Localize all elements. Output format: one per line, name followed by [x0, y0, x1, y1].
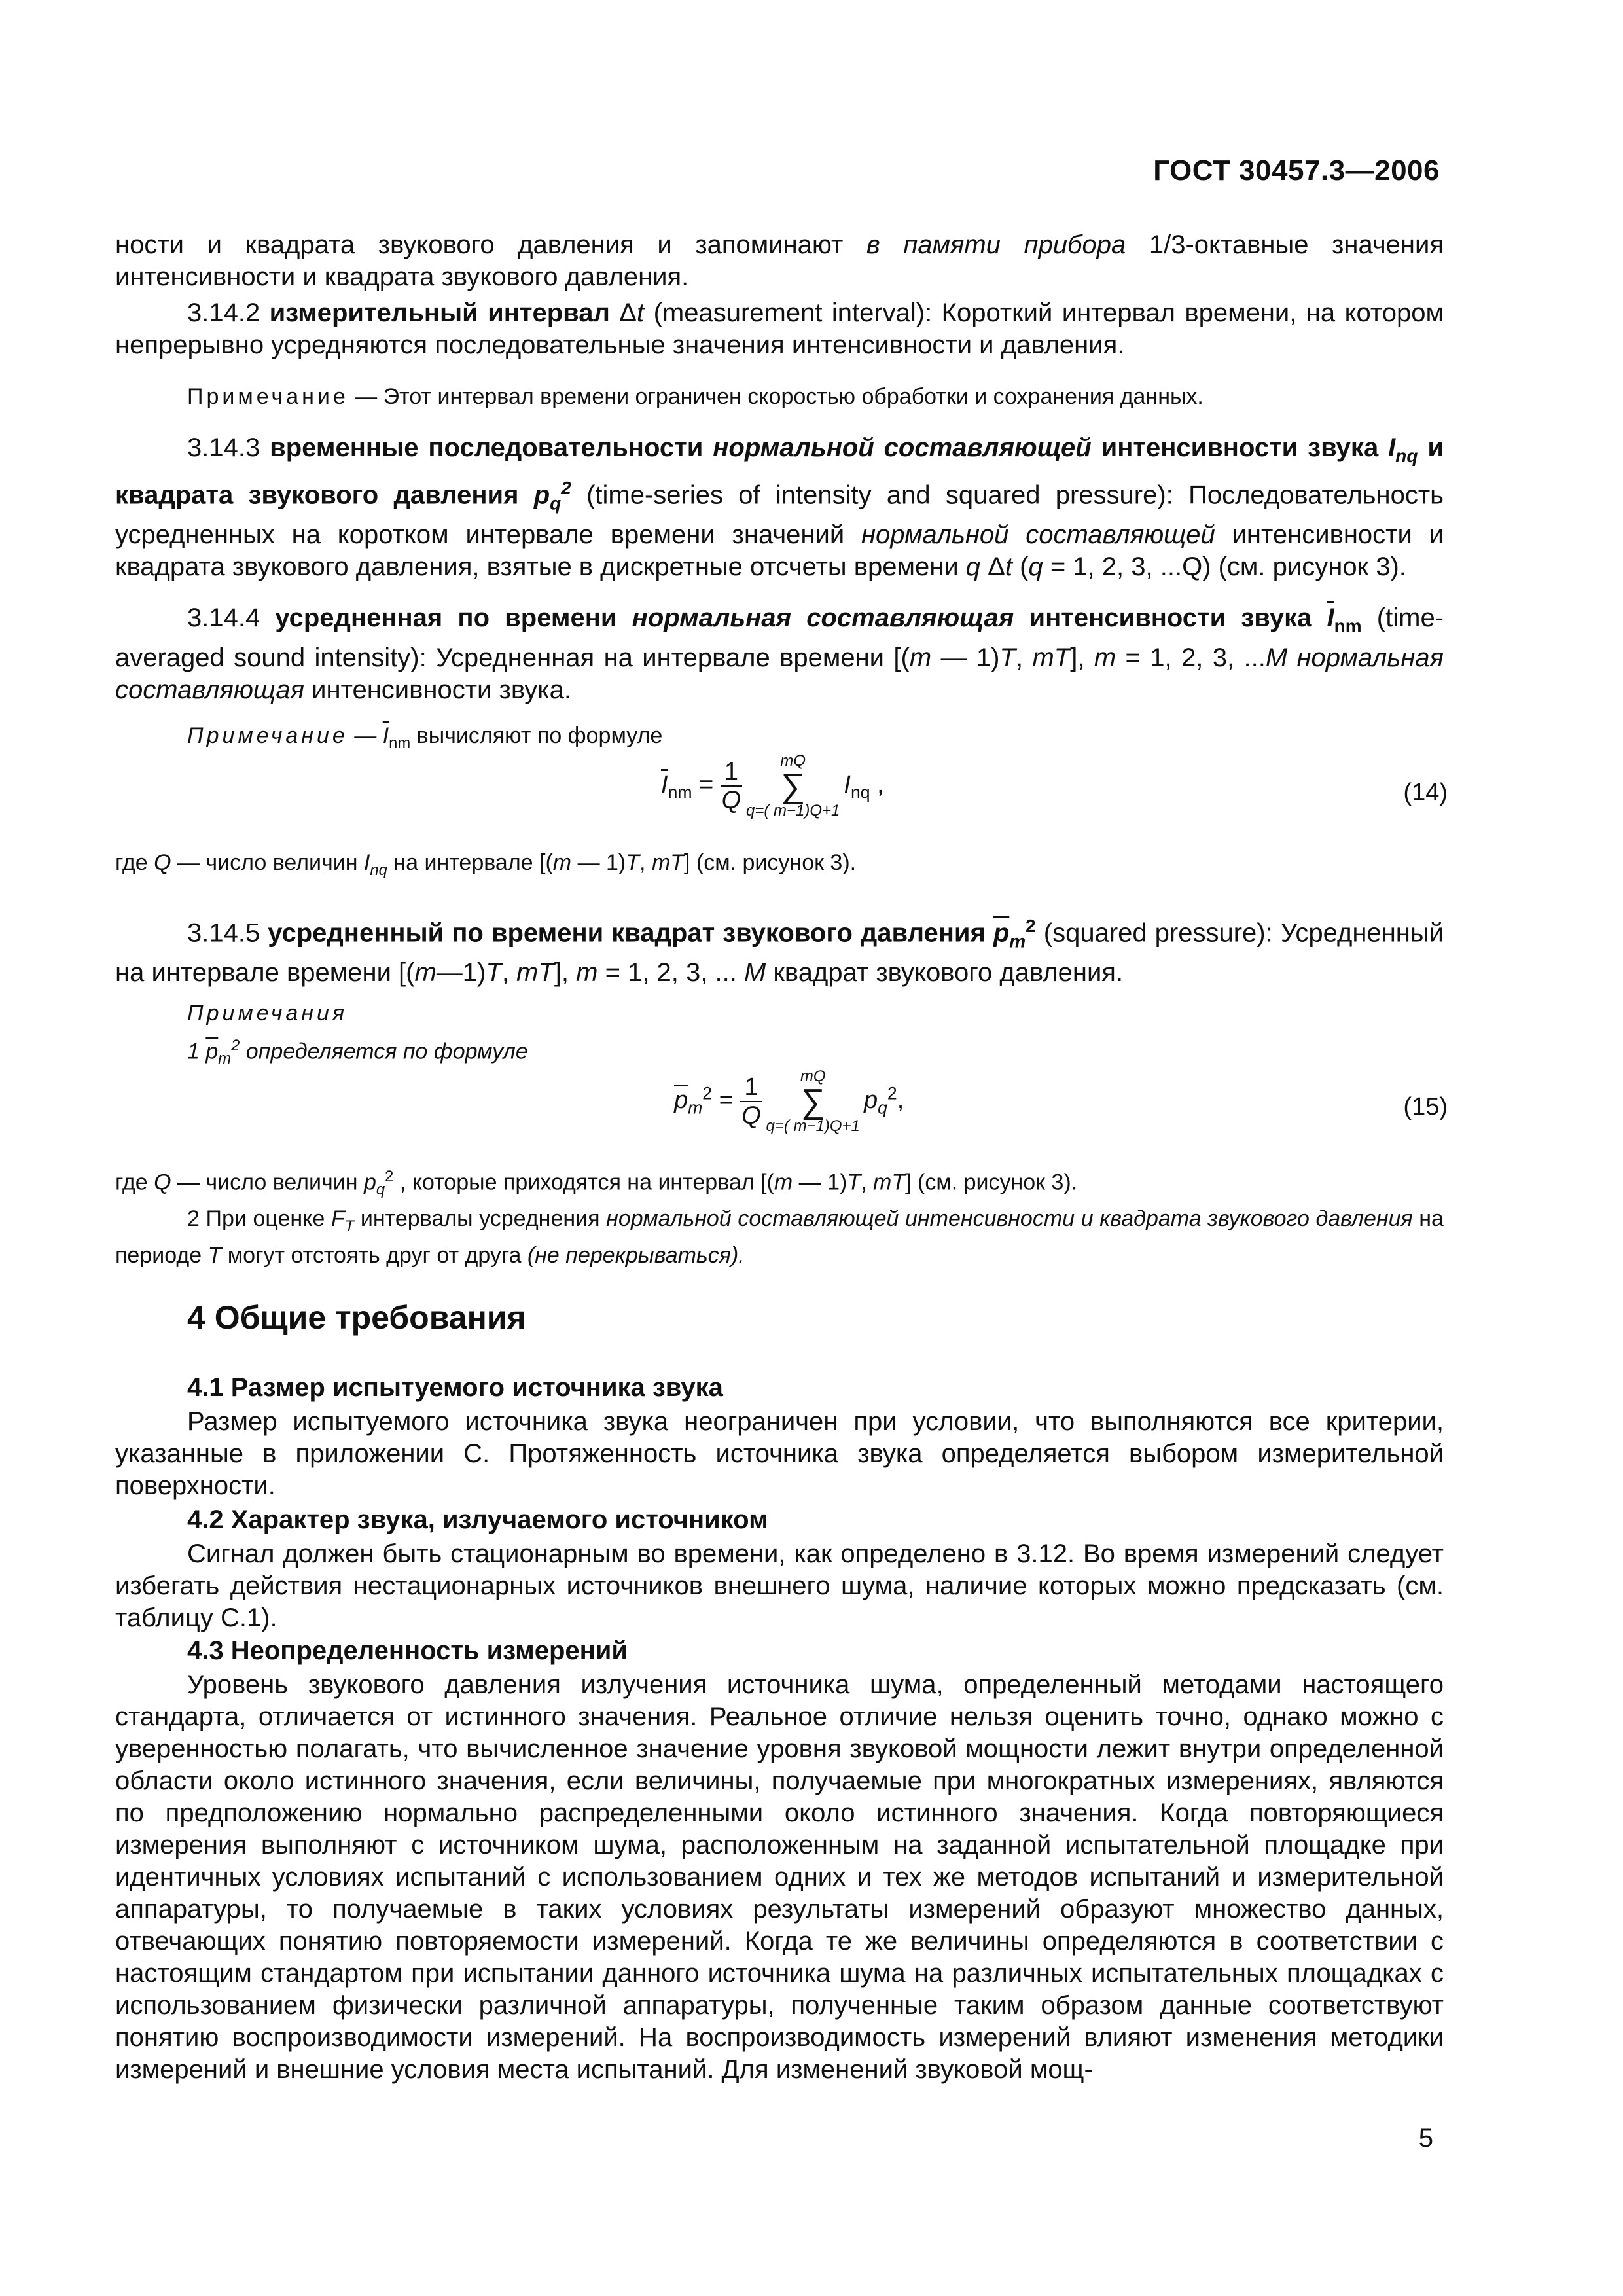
text-italic: в памяти прибора: [866, 230, 1126, 259]
text: —1): [436, 958, 486, 988]
equation-number-15: (15): [1403, 1093, 1448, 1121]
formula-15: [674, 1068, 904, 1135]
text: где: [115, 1170, 154, 1195]
where-15: [115, 1162, 1444, 1204]
symbol: p: [363, 1170, 376, 1195]
definition-3-14-4: [115, 602, 1444, 706]
symbol-subscript: m: [1009, 931, 1026, 952]
symbol: Q: [154, 850, 171, 875]
symbol: p: [533, 480, 550, 510]
note-item-2: [115, 1204, 1444, 1270]
subsection-heading: 4.1 Размер испытуемого источника звука: [187, 1373, 723, 1402]
definition-3-14-5: [115, 910, 1444, 989]
definition-text: (time-series of intensity and squared pressure): Последовательность усредненных на коротком интервале времени значений: [115, 480, 1444, 550]
text: ,: [639, 850, 652, 875]
note-text: 2 При оценке: [187, 1206, 331, 1231]
symbol: mT: [651, 850, 685, 875]
formula-punctuation: ,: [897, 1086, 904, 1115]
formula-14: [661, 753, 884, 819]
symbol-subscript: nq: [1395, 446, 1418, 466]
sum-upper-limit: mQ: [780, 752, 806, 770]
symbol: T: [486, 958, 502, 988]
term: и квадрата звукового давления: [115, 433, 1444, 510]
term: усредненная по времени: [275, 603, 632, 632]
sum-lower-limit: q=( m−1)Q+1: [745, 802, 840, 819]
symbol-subscript: nm: [389, 734, 411, 752]
symbol: t: [637, 298, 645, 327]
symbol: q: [1028, 552, 1043, 582]
section-heading: 4 Общие требования: [187, 1299, 526, 1336]
text: = 1, 2, 3, ...Q) (см. рисунок 3).: [1043, 552, 1406, 582]
definition-text: (measurement interval): Короткий интервал времени, на котором непрерывно усредняются последовательные значения интенсивности и давления.: [115, 298, 1444, 359]
note-text: — Этот интервал времени ограничен скоростью обработки и сохранения данных.: [348, 384, 1204, 409]
text: — число величин: [171, 1170, 364, 1195]
symbol: t: [1005, 552, 1013, 582]
symbol-superscript: 2: [561, 478, 571, 498]
sigma-icon: ∑: [781, 767, 806, 805]
symbol: Δ: [980, 552, 1005, 582]
note-interval: [115, 382, 1444, 411]
fraction: [721, 758, 742, 814]
text: 1/3-октавные значения интенсивности и квадрата звукового давления.: [115, 230, 1444, 291]
formula-symbol: $\overline{I}$: [661, 771, 668, 799]
subsection-heading: 4.2 Характер звука, излучаемого источником: [187, 1505, 768, 1534]
formula-subscript: q: [878, 1098, 887, 1118]
subsection-heading: 4.3 Неопределенность измерений: [187, 1636, 628, 1665]
fraction-denominator: Q: [721, 787, 741, 814]
formula-punctuation: ,: [870, 771, 884, 799]
text-italic: (не перекрываться).: [527, 1242, 745, 1268]
symbol: m: [576, 958, 598, 988]
notes-heading: [187, 999, 1431, 1028]
text: ] (см. рисунок 3).: [905, 1170, 1078, 1195]
symbol: mT: [1032, 643, 1071, 672]
note-text: на периоде: [115, 1206, 1444, 1268]
symbol: m: [414, 958, 437, 988]
symbol-superscript: 2: [1026, 916, 1036, 936]
text: ,: [861, 1170, 874, 1195]
text: — 1): [931, 643, 1000, 672]
text: ] (см. рисунок 3).: [684, 850, 857, 875]
text: — 1): [571, 850, 626, 875]
symbol-subscript: nq: [370, 861, 387, 879]
note-text: вычисляют по формуле: [410, 723, 663, 748]
fraction-numerator: 1: [721, 758, 742, 787]
symbol-subscript: T: [344, 1217, 355, 1235]
clause-number: 3.14.4: [187, 603, 276, 632]
text: интенсивности звука.: [304, 675, 571, 704]
symbol: m: [909, 643, 932, 672]
definition-text: (squared pressure): Усредненный на интервале времени [(: [115, 918, 1444, 988]
note-text: интервалы усреднения: [354, 1206, 607, 1231]
symbol: Q: [154, 1170, 171, 1195]
text: ],: [1070, 643, 1094, 672]
term: нормальной составляющей: [713, 433, 1092, 462]
text-italic: нормальной составляющей интенсивности и квадрата звукового давления: [606, 1206, 1413, 1231]
text: = 1, 2, 3, ...: [597, 958, 744, 988]
note-number: 1: [187, 1039, 206, 1064]
symbol-superscript: 2: [385, 1168, 394, 1185]
note-label: Примечание: [187, 384, 349, 409]
clause-number: 3.14.3: [187, 433, 270, 462]
symbol: $\overline{I}$: [382, 723, 389, 748]
formula-subscript: m: [688, 1098, 703, 1118]
formula-symbol: p: [863, 1086, 878, 1115]
text: ности и квадрата звукового давления и запоминают: [115, 230, 866, 259]
subsection-text: Сигнал должен быть стационарным во времени, как определено в 3.12. Во время измерений следует избегать действия нестационарных источников внешнего шума, наличие которых можно предсказать (см. таблицу С.1).: [115, 1539, 1444, 1632]
text: ],: [554, 958, 577, 988]
formula-symbol: I: [844, 771, 851, 799]
subsection-text: Размер испытуемого источника звука неограничен при условии, что выполняются все критерии, указанные в приложении С. Протяженность источника звука определяется выбором измерительной поверхности.: [115, 1407, 1444, 1500]
symbol: F: [330, 1206, 345, 1231]
term: усредненный по времени квадрат звукового давления: [268, 918, 993, 948]
sigma-icon: ∑: [800, 1083, 825, 1121]
symbol: $\overline{I}$: [1327, 603, 1334, 632]
term: интенсивности звука: [1014, 603, 1327, 632]
symbol: $\overline{p}$: [993, 918, 1010, 948]
definition-3-14-2: [115, 297, 1444, 361]
text: = 1, 2, 3, ...: [1116, 643, 1266, 672]
term: интенсивности звука: [1091, 433, 1389, 462]
text: (: [1012, 552, 1029, 582]
symbol: mT: [873, 1170, 906, 1195]
text: —: [348, 723, 383, 748]
equation-number-14: (14): [1403, 779, 1448, 806]
symbol-superscript: 2: [231, 1037, 240, 1054]
text-italic: M нормальная составляющая: [115, 643, 1444, 704]
formula-superscript: 2: [887, 1083, 897, 1103]
term: временные последовательности: [270, 433, 713, 462]
symbol: m: [1094, 643, 1116, 672]
note-label: Примечание: [187, 723, 348, 748]
text-italic: нормальной составляющей: [861, 520, 1215, 550]
formula-operator: =: [692, 771, 721, 799]
symbol: $\overline{p}$: [205, 1039, 219, 1064]
text: — 1): [793, 1170, 847, 1195]
summation: [766, 1068, 860, 1135]
text: на интервале [(: [387, 850, 553, 875]
symbol-subscript: q: [550, 493, 562, 514]
formula-subscript: nq: [850, 782, 870, 802]
page-number: 5: [1418, 2124, 1433, 2153]
symbol: T: [999, 643, 1016, 672]
paragraph-continuation: [115, 229, 1444, 293]
formula-operator: =: [712, 1086, 741, 1115]
symbol: q: [965, 552, 981, 582]
fraction-numerator: 1: [740, 1073, 762, 1102]
symbol-subscript: m: [218, 1050, 232, 1068]
symbol: T: [207, 1242, 222, 1268]
fraction-denominator: Q: [741, 1102, 761, 1130]
definition-3-14-3: [115, 432, 1444, 583]
symbol-subscript: nm: [1334, 616, 1362, 636]
fraction: [740, 1073, 762, 1130]
text: квадрат звукового давления.: [766, 958, 1124, 988]
definition-text: интенсивности и квадрата звукового давления, взятые в дискретные отсчеты времени: [115, 520, 1444, 582]
note-text: определяется по формуле: [240, 1039, 528, 1064]
text: — число величин: [171, 850, 364, 875]
symbol: mT: [516, 958, 554, 988]
text: где: [115, 850, 154, 875]
term: измерительный интервал: [269, 298, 610, 327]
symbol: I: [1388, 433, 1396, 462]
subsection-text: Уровень звукового давления излучения источника шума, определенный методами настоящего стандарта, отличается от истинного значения. Реальное отличие нельзя оценить точно, однако можно с уверенностью полагать, что вычисленное значение уровня звуковой мощности лежит внутри определенной области около истинного значения, если величины, получаемые при многократных измерениях, являются по предположению нормально распределенными около истинного значения. Когда повторяющиеся измерения выполняют с источником шума, расположенным на заданной испытательной площадке при идентичных условиях испытаний с использованием одних и тех же методов испытаний и измерительной аппаратуры, то получаемые в таких условиях результаты измерений образуют множество данных, отвечающих понятию повторяемости измерений. Когда те же величины определяются в соответствии с настоящим стандартом при испытании данного источника шума на различных испытательных площадках с использованием физически различной аппаратуры, полученные таким образом данные соответствуют понятию воспроизводимости измерений. На воспроизводимость измерений влияют изменения методики измерений и внешние условия места испытаний. Для изменений звуковой мощ-: [115, 1670, 1444, 2084]
clause-number: 3.14.2: [187, 298, 270, 327]
document-code: ГОСТ 30457.3—2006: [1153, 154, 1440, 187]
formula-symbol: $\overline{p}$: [674, 1086, 688, 1115]
clause-number: 3.14.5: [187, 918, 268, 948]
symbol: T: [847, 1170, 861, 1195]
where-14: [115, 848, 1444, 885]
note-text: могут отстоять друг от друга: [221, 1242, 527, 1268]
symbol-subscript: q: [376, 1181, 385, 1199]
sum-lower-limit: q=( m−1)Q+1: [766, 1117, 860, 1135]
definition-text: (time-averaged sound intensity): Усредненная на интервале времени [(: [115, 603, 1444, 672]
symbol: Δ: [609, 298, 637, 327]
symbol: m: [552, 850, 572, 875]
term: нормальная составляющая: [632, 603, 1014, 632]
text: ,: [1015, 643, 1033, 672]
symbol: I: [363, 850, 370, 875]
symbol: M: [743, 958, 766, 988]
formula-superscript: 2: [702, 1083, 713, 1103]
formula-subscript: nm: [668, 782, 692, 802]
text: ,: [501, 958, 517, 988]
symbol: T: [626, 850, 640, 875]
sum-upper-limit: mQ: [800, 1067, 826, 1085]
text: , которые приходятся на интервал [(: [393, 1170, 774, 1195]
summation: [746, 753, 840, 819]
note-label: Примечания: [187, 1001, 348, 1026]
symbol: m: [774, 1170, 793, 1195]
